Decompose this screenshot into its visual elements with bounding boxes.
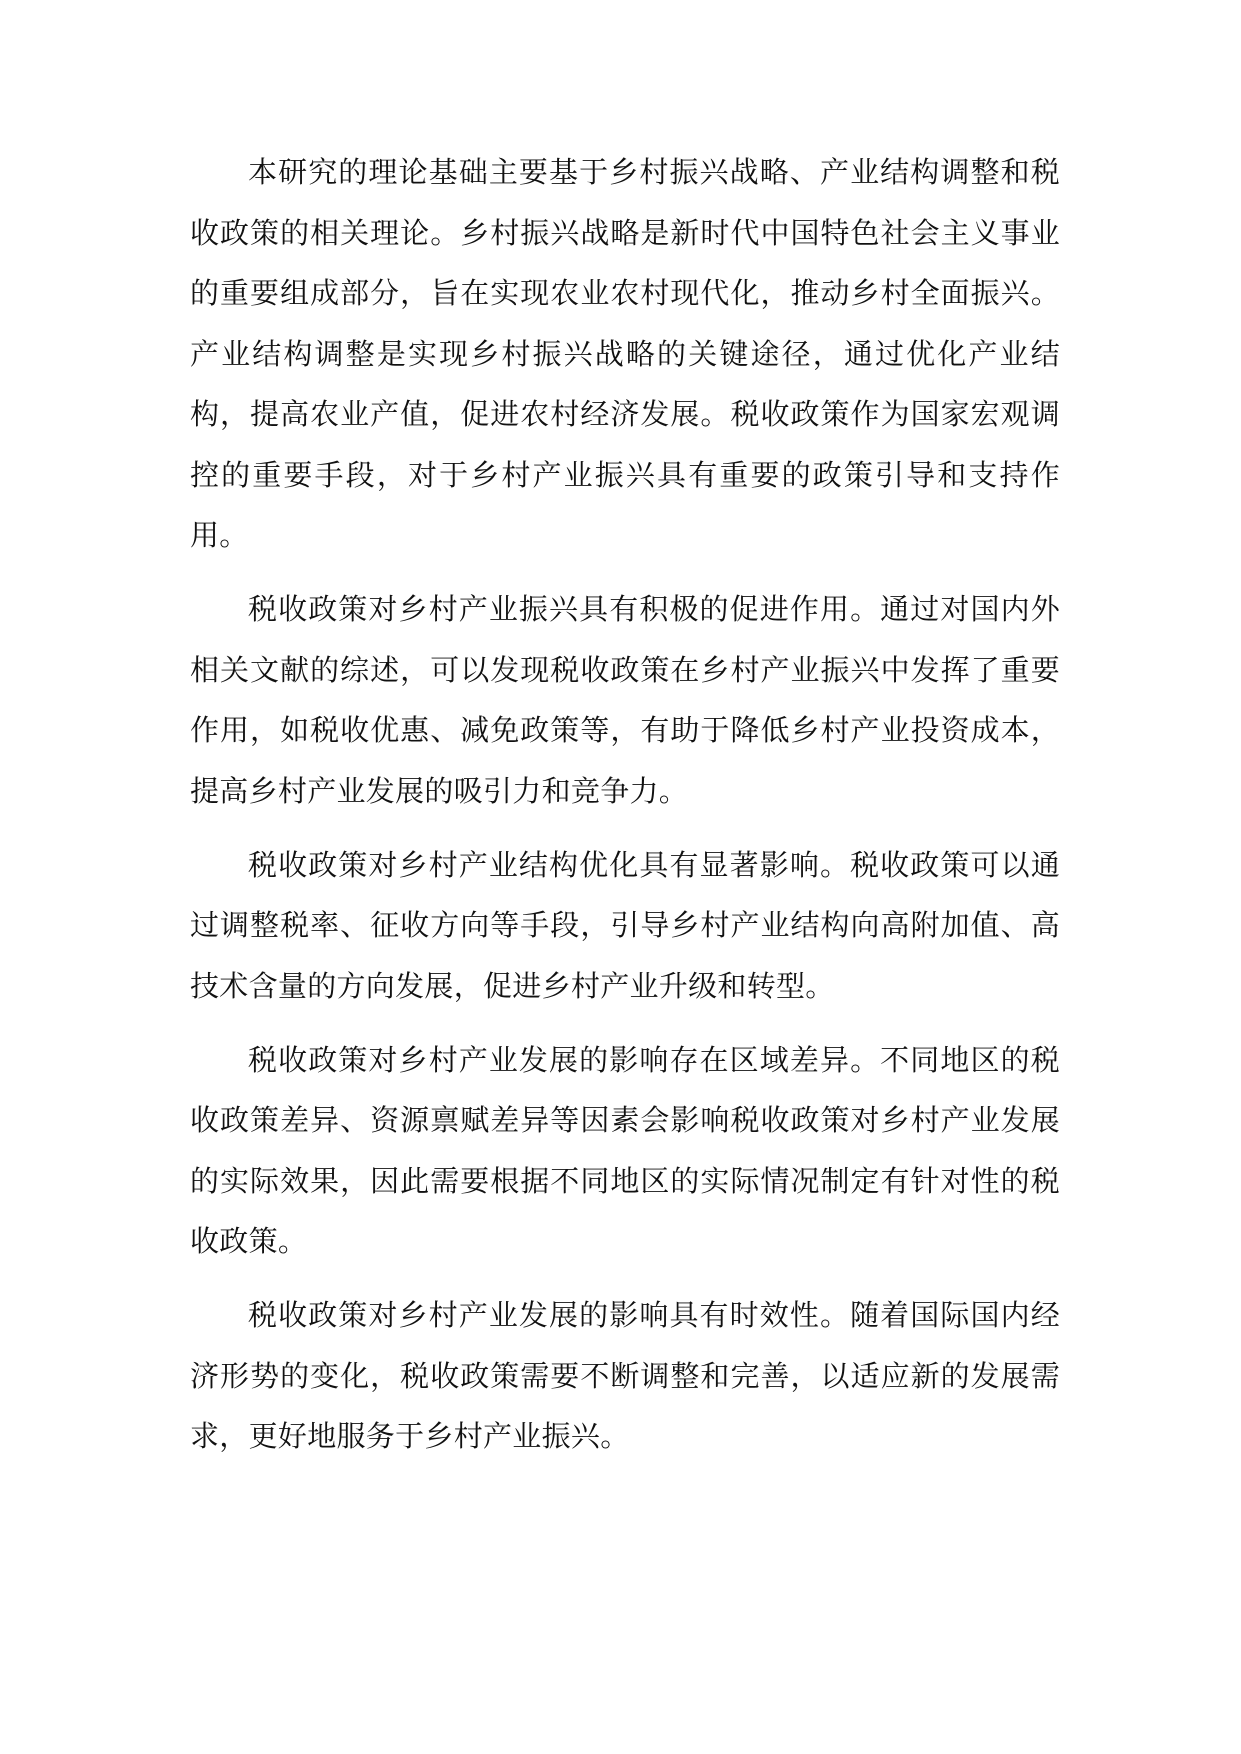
paragraph-regional-difference: 税收政策对乡村产业发展的影响存在区域差异。不同地区的税收政策差异、资源禀赋差异等因素会影响税收政策对乡村产业发展的实际效果，因此需要根据不同地区的实际情况制定有针对性的税收政策。 [190,1042,1060,1258]
paragraph-structure-optimization: 税收政策对乡村产业结构优化具有显著影响。税收政策可以通过调整税率、征收方向等手段，引导乡村产业结构向高附加值、高技术含量的方向发展，促进乡村产业升级和转型。 [190,847,1060,1003]
paragraph-promotion-effect: 税收政策对乡村产业振兴具有积极的促进作用。通过对国内外相关文献的综述，可以发现税收政策在乡村产业振兴中发挥了重要作用，如税收优惠、减免政策等，有助于降低乡村产业投资成本，提高乡村产业发展的吸引力和竞争力。 [190,592,1060,808]
document-body [190,142,1060,1467]
paragraph-timeliness: 税收政策对乡村产业发展的影响具有时效性。随着国际国内经济形势的变化，税收政策需要不断调整和完善，以适应新的发展需求，更好地服务于乡村产业振兴。 [190,1298,1060,1453]
paragraph-theory-basis: 本研究的理论基础主要基于乡村振兴战略、产业结构调整和税收政策的相关理论。乡村振兴战略是新时代中国特色社会主义事业的重要组成部分，旨在实现农业农村现代化，推动乡村全面振兴。产业结构调整是实现乡村振兴战略的关键途径，通过优化产业结构，提高农业产值，促进农村经济发展。税收政策作为国家宏观调控的重要手段，对于乡村产业振兴具有重要的政策引导和支持作用。 [190,155,1060,552]
